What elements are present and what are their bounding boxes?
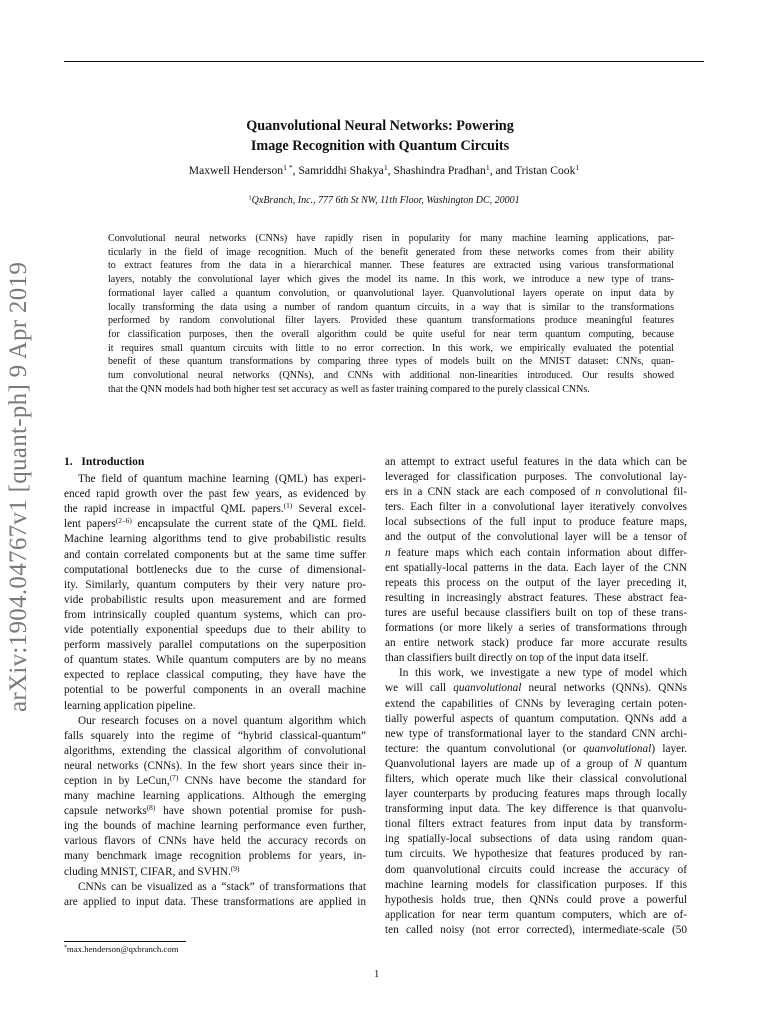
text-line: ters. Each filter in a convolutional layer iteratively convolves xyxy=(385,501,687,514)
page-number: 1 xyxy=(374,969,380,980)
citation: (9) xyxy=(230,864,240,873)
text-line: capsule networks$^{(8)}$ have shown potential promise for push- xyxy=(64,804,366,818)
author-name: Tristan Cook xyxy=(514,164,576,177)
text-line: an entire network stack) produce far more accurate results xyxy=(385,637,687,650)
left-column xyxy=(64,454,366,910)
citation: (7) xyxy=(169,773,179,782)
text-line: are applied to input data. These transformations are applied in xyxy=(64,895,366,908)
text-line: machine learning models for classification purposes. If this xyxy=(385,878,687,891)
text-line: many benchmark image recognition problems for years, in- xyxy=(64,850,366,863)
text-line: ception in by LeCun,$^{(7)}$ CNNs have become the standard for xyxy=(64,773,366,787)
abstract-line: locally transforming the data using a number of random quantum circuits, in a way that is similar to the transformations xyxy=(108,301,674,313)
abstract-line: that the QNN models had both higher test set accuracy as well as faster training compared to the purely classical CNNs. xyxy=(108,383,590,395)
text-line: tional filters extract features from input data by transform- xyxy=(385,818,687,831)
text-line: layer counterparts by producing features maps through locally xyxy=(385,788,687,801)
text-line: learning application pipeline. xyxy=(64,699,196,712)
affiliation: $^1$QxBranch, Inc., 777 6th St NW, 11th Floor, Washington DC, 20001 xyxy=(248,194,520,206)
text-line: ity. Similarly, quantum computers by their very nature pro- xyxy=(64,578,366,591)
citation: (1) xyxy=(283,502,293,511)
text-line: ers in a CNN stack are each composed of n convolutional fil- xyxy=(385,486,687,499)
right-column xyxy=(385,455,687,938)
text-line: enced rapid growth over the past few years, as evidenced by xyxy=(64,488,366,501)
text-line: we will call quanvolutional neural networks (QNNs). QNNs xyxy=(385,682,687,695)
author-affil-mark: 1 xyxy=(575,162,580,172)
text-line: computational bottlenecks due to the curse of dimensional- xyxy=(64,563,366,576)
text-line: CNNs can be visualized as a “stack” of transformations that xyxy=(78,880,366,893)
text-line: tecture: the quantum convolutional (or quanvolutional) layer. xyxy=(385,742,687,755)
text-line: tures are useful because classifiers built on top of these trans- xyxy=(385,606,687,619)
text-line: ent spatially-local patterns in the data. Each layer of the CNN xyxy=(385,561,687,574)
author-name: Samriddhi Shakya xyxy=(298,164,384,177)
text-line: lent papers$^{(2-6)}$ encapsulate the current state of the QML field. xyxy=(64,517,366,531)
abstract-line: it requires small quantum circuits with little to no error correction. In this work, we empirically evaluated the potential xyxy=(108,342,674,354)
abstract-line: layers, notably the convolutional layer which gives the model its name. In this work, we introduce a new type of trans- xyxy=(108,274,674,286)
author-affil-mark: 1 xyxy=(485,162,490,172)
text-line: resulting in increasingly abstract features. These abstract fea- xyxy=(385,591,687,604)
text-line: In this work, we investigate a new type of model which xyxy=(399,667,687,680)
abstract-line: Convolutional neural networks (CNNs) have rapidly risen in popularity for many machine learning applications, par- xyxy=(108,233,674,244)
text-line: than classifiers built directly on top of the input data itself. xyxy=(385,652,649,665)
text-line: falls squarely into the regime of “hybrid classical-quantum” xyxy=(64,729,366,742)
author-name: Shashindra Pradhan xyxy=(393,164,486,177)
text-line: vide probabilistic results upon measurement and are formed xyxy=(64,593,366,606)
footnote: *max.henderson@qxbranch.com xyxy=(64,944,179,954)
abstract-line: to extract features from the data in a hierarchical manner. These features are extracted using various transformational xyxy=(108,260,674,272)
text-line: ing the bounds of machine learning performance even further, xyxy=(64,820,366,833)
text-line: application for near term quantum computers, which are of- xyxy=(385,908,687,921)
text-line: the rapid increase in impactful QML papers.$^{(1)}$ Several excel- xyxy=(64,502,366,516)
text-line: and contain correlated components but at the same time suffer xyxy=(64,548,366,561)
text-line: from intrinsically coupled quantum systems, which can pro- xyxy=(64,608,366,621)
footnote-email[interactable]: max.henderson@qxbranch.com xyxy=(66,944,179,954)
abstract-line: performed by random convolutional filter layers. Provided these quantum transformations produce meaningful features xyxy=(108,315,674,327)
text-line: dom quanvolutional circuits could increase the accuracy of xyxy=(385,863,687,876)
text-line: various flavors of CNNs have held the accuracy records on xyxy=(64,835,366,848)
text-line: Quanvolutional layers are made up of a group of N quantum xyxy=(385,757,687,770)
text-line: tum circuits. We hypothesize that features produced by ran- xyxy=(385,848,687,861)
text-line: many machine learning applications. Although the emerging xyxy=(64,790,366,803)
text-line: Machine learning algorithms tend to give probabilistic results xyxy=(64,533,366,546)
arxiv-stamp: arXiv:1904.04767v1 [quant-ph] 9 Apr 2019 xyxy=(5,261,32,712)
text-line: perform massively parallel computations on the superposition xyxy=(64,639,366,652)
paper-title-line-1: Quanvolutional Neural Networks: Powering xyxy=(246,118,514,134)
author-affil-mark: 1 * xyxy=(283,162,293,172)
text-line: neural networks (CNNs). In the few short years since their in- xyxy=(64,759,366,772)
text-line: local subsections of the full input to produce feature maps, xyxy=(385,516,687,529)
text-line: of quantum states. While quantum computers are by no means xyxy=(64,654,366,667)
citation: (8) xyxy=(146,804,156,813)
text-line: leveraged for classification purposes. The convolutional lay- xyxy=(385,471,687,484)
text-line: potential to be powerful components in an overall machine xyxy=(64,684,366,697)
abstract-line: tum convolutional neural networks (QNNs), and CNNs with additional non-linearities introduced. Our results showed xyxy=(108,370,674,382)
author-list: Maxwell Henderson$^{1 *}$, Samriddhi Shakya$^1$, Shashindra Pradhan$^1$, and Tristan Cook$^1$ xyxy=(188,162,580,177)
text-line: cluding MNIST, CIFAR, and SVHN.$^{(9)}$ xyxy=(64,864,240,878)
section-heading: 1. Introduction xyxy=(64,455,145,468)
text-line: new type of transformational layer to the standard CNN archi- xyxy=(385,727,687,740)
text-line: ten called noisy (not error corrected), intermediate-scale (50 xyxy=(385,923,687,936)
text-line: tially powerful aspects of quantum computation. QNNs add a xyxy=(385,712,687,725)
top-rule xyxy=(64,61,704,62)
text-line: repeats this process on the output of the layer preceding it, xyxy=(385,576,687,589)
citation: (2–6) xyxy=(115,517,132,526)
text-line: algorithms, extending the classical algorithm of convolutional xyxy=(64,744,366,757)
text-line: ing spatially-local subsections of data using random quan- xyxy=(385,833,687,846)
text-line: The field of quantum machine learning (QML) has experi- xyxy=(78,473,366,486)
text-line: an attempt to extract useful features in the data which can be xyxy=(385,456,687,468)
paper-title-line-2: Image Recognition with Quantum Circuits xyxy=(250,138,510,154)
text-line: transforming input data. The key difference is that quanvolu- xyxy=(385,803,687,816)
text-line: filters, which operate much like their classical convolutional xyxy=(385,772,687,785)
text-line: vide potentially exponential speedups due to their ability to xyxy=(64,624,366,637)
abstract xyxy=(108,232,674,396)
text-line: n feature maps which each contain information about differ- xyxy=(385,546,687,559)
text-line: expected to replace classical computing, they have have the xyxy=(64,669,366,682)
author-affil-mark: 1 xyxy=(383,162,388,172)
text-line: and the output of the convolutional layer will be a tensor of xyxy=(385,531,687,544)
text-line: Our research focuses on a novel quantum algorithm which xyxy=(78,714,366,727)
footnote-rule xyxy=(64,941,186,942)
abstract-line: for classification purposes, then the overall algorithm could be quite useful for near term quantum computing, because xyxy=(108,328,674,340)
abstract-line: formational layer called a quantum convolution, or quanvolutional layer. Quanvolutional layers operate on input data by xyxy=(108,287,674,299)
abstract-line: ticularly in the field of image recognition. Much of the benefit generated from these networks comes from their ability xyxy=(108,246,674,258)
text-line: hypothesis holds true, then QNNs could prove a powerful xyxy=(385,893,687,906)
text-line: formations (or more likely a series of transformations through xyxy=(385,622,687,635)
text-line: extend the capabilities of CNNs by leveraging certain poten- xyxy=(385,697,687,710)
abstract-line: benefit of these quantum transformations by comparing three types of models built on the MNIST dataset: CNNs, quan- xyxy=(108,356,674,368)
author-name: Maxwell Henderson xyxy=(188,164,284,177)
